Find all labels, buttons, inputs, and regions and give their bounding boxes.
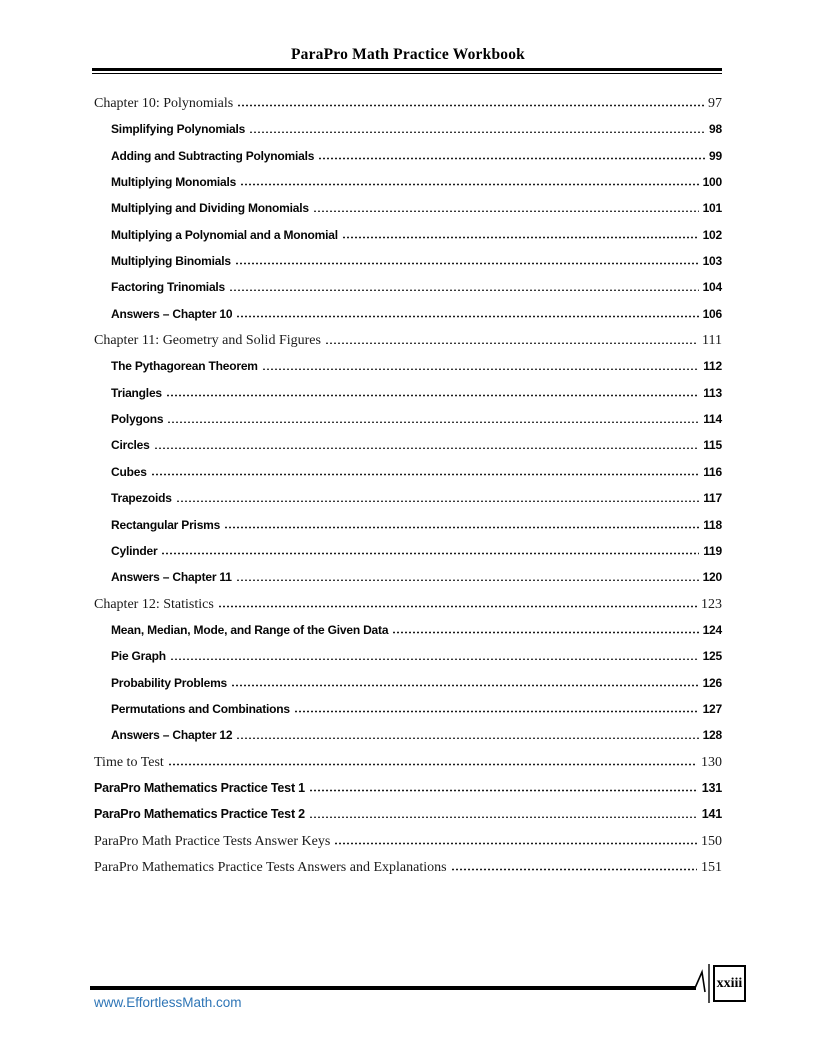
toc-entry-label: Multiplying a Polynomial and a Monomial — [111, 227, 338, 242]
toc-entry-label: Multiplying Binomials — [111, 254, 231, 269]
dot-leader — [224, 526, 699, 529]
toc-entry[interactable] — [94, 723, 722, 749]
toc-entry-page: 98 — [709, 122, 722, 137]
toc-entry[interactable] — [94, 618, 722, 644]
toc-entry-page: 150 — [701, 833, 722, 849]
table-of-contents — [94, 91, 722, 881]
toc-entry-page: 115 — [703, 438, 722, 453]
toc-entry-label: Chapter 11: Geometry and Solid Figures — [94, 333, 321, 349]
toc-entry[interactable] — [94, 460, 722, 486]
toc-entry-page: 125 — [702, 649, 722, 664]
toc-entry-page: 114 — [703, 412, 722, 427]
toc-entry-label: Time to Test — [94, 754, 164, 770]
dot-leader — [170, 657, 699, 660]
toc-entry-label: Chapter 12: Statistics — [94, 596, 214, 612]
toc-entry-page: 104 — [702, 280, 722, 295]
toc-entry-page: 97 — [708, 96, 722, 111]
toc-entry[interactable] — [94, 671, 722, 697]
toc-entry-page: 103 — [702, 254, 722, 269]
toc-entry-label: Trapezoids — [111, 491, 172, 506]
toc-entry-page: 127 — [702, 701, 722, 716]
toc-entry[interactable] — [94, 486, 722, 512]
toc-entry[interactable] — [94, 513, 722, 539]
toc-entry-label: Factoring Trinomials — [111, 280, 226, 295]
toc-entry[interactable] — [94, 91, 722, 117]
toc-entry-label: Cylinder — [111, 543, 158, 558]
toc-entry[interactable] — [94, 117, 722, 143]
website-link[interactable]: www.EffortlessMath.com — [94, 995, 242, 1010]
toc-entry-page: 113 — [703, 385, 722, 400]
toc-entry[interactable] — [94, 354, 722, 380]
toc-entry[interactable] — [94, 381, 722, 407]
dot-leader — [392, 631, 698, 634]
toc-entry[interactable] — [94, 565, 722, 591]
toc-entry-page: 119 — [703, 543, 722, 558]
toc-entry[interactable] — [94, 750, 722, 776]
toc-entry[interactable] — [94, 644, 722, 670]
dot-leader — [342, 236, 699, 239]
page-number-box — [713, 965, 746, 1002]
dot-leader — [236, 736, 698, 739]
dot-leader — [167, 420, 699, 423]
toc-entry-page: 102 — [702, 227, 722, 242]
toc-entry-page: 116 — [703, 464, 722, 479]
toc-entry-page: 128 — [702, 728, 722, 743]
dot-leader — [318, 157, 705, 160]
dot-leader — [235, 262, 699, 265]
toc-entry-label: Probability Problems — [111, 675, 228, 690]
dot-leader — [294, 710, 699, 713]
toc-entry-label: Triangles — [111, 385, 162, 400]
dot-leader — [229, 288, 699, 291]
dot-leader — [236, 578, 699, 581]
dot-leader — [262, 367, 699, 370]
toc-entry-label: Multiplying and Dividing Monomials — [111, 201, 309, 216]
dot-leader — [168, 763, 697, 766]
toc-entry[interactable] — [94, 170, 722, 196]
dot-leader — [218, 605, 697, 608]
toc-entry-label: Permutations and Combinations — [111, 701, 290, 716]
toc-entry-label: Polygons — [111, 412, 164, 427]
toc-entry[interactable] — [94, 592, 722, 618]
toc-entry[interactable] — [94, 829, 722, 855]
toc-entry-page: 100 — [702, 175, 722, 190]
dot-leader — [451, 868, 697, 871]
dot-leader — [249, 130, 705, 133]
toc-entry-label: Answers – Chapter 11 — [111, 570, 232, 585]
toc-entry-label: ParaPro Math Practice Tests Answer Keys — [94, 833, 331, 849]
toc-entry-page: 117 — [703, 491, 722, 506]
toc-entry[interactable] — [94, 776, 722, 802]
toc-entry[interactable] — [94, 802, 722, 828]
toc-entry-page: 126 — [702, 675, 722, 690]
toc-entry[interactable] — [94, 223, 722, 249]
document-title: ParaPro Math Practice Workbook — [290, 46, 525, 63]
toc-entry-page: 106 — [702, 306, 722, 321]
header-rule — [92, 68, 722, 74]
toc-entry[interactable] — [94, 144, 722, 170]
toc-entry-label: ParaPro Mathematics Practice Test 1 — [94, 780, 305, 795]
toc-entry-page: 111 — [702, 333, 722, 349]
dot-leader — [151, 473, 700, 476]
toc-entry[interactable] — [94, 328, 722, 354]
dot-leader — [154, 446, 700, 449]
toc-entry-label: Mean, Median, Mode, and Range of the Given Data — [111, 622, 389, 637]
toc-entry-page: 118 — [703, 517, 722, 532]
dot-leader — [236, 315, 698, 318]
toc-entry-page: 123 — [701, 596, 722, 612]
dot-leader — [309, 815, 698, 818]
toc-entry-label: Circles — [111, 438, 150, 453]
toc-entry-page: 99 — [709, 148, 722, 163]
dot-leader — [334, 842, 697, 845]
toc-entry-label: Answers – Chapter 12 — [111, 728, 233, 743]
toc-entry-page: 131 — [701, 780, 722, 795]
toc-entry-label: Multiplying Monomials — [111, 175, 237, 190]
toc-entry-label: Rectangular Prisms — [111, 517, 221, 532]
toc-entry-label: ParaPro Mathematics Practice Test 2 — [94, 807, 305, 822]
dot-leader — [325, 341, 698, 344]
dot-leader — [237, 104, 704, 107]
toc-entry-page: 151 — [701, 859, 722, 875]
toc-entry-label: Pie Graph — [111, 649, 166, 664]
dot-leader — [166, 394, 699, 397]
toc-entry-label: Chapter 10: Polynomials — [94, 96, 234, 111]
toc-entry[interactable] — [94, 433, 722, 459]
dot-leader — [176, 499, 700, 502]
toc-entry-page: 120 — [702, 570, 722, 585]
page-number: xxiii — [716, 975, 743, 991]
toc-entry[interactable] — [94, 196, 722, 222]
toc-entry[interactable] — [94, 249, 722, 275]
toc-entry-page: 101 — [702, 201, 722, 216]
toc-entry-label: Cubes — [111, 464, 147, 479]
toc-entry[interactable] — [94, 407, 722, 433]
dot-leader — [240, 183, 698, 186]
toc-entry-label: Simplifying Polynomials — [111, 122, 246, 137]
dot-leader — [309, 789, 698, 792]
toc-entry[interactable] — [94, 855, 722, 881]
toc-entry[interactable] — [94, 539, 722, 565]
dot-leader — [313, 209, 699, 212]
dot-leader — [231, 684, 699, 687]
toc-entry-page: 124 — [702, 622, 722, 637]
toc-entry-label: The Pythagorean Theorem — [111, 359, 258, 374]
toc-entry-label: Adding and Subtracting Polynomials — [111, 148, 315, 163]
dot-leader — [161, 552, 699, 555]
toc-entry[interactable] — [94, 697, 722, 723]
toc-entry-label: Answers – Chapter 10 — [111, 306, 233, 321]
toc-entry-page: 112 — [703, 359, 722, 374]
toc-entry[interactable] — [94, 302, 722, 328]
toc-entry[interactable] — [94, 275, 722, 301]
footer-rule — [90, 986, 696, 990]
toc-entry-page: 141 — [701, 807, 722, 822]
toc-entry-page: 130 — [701, 754, 722, 770]
toc-entry-label: ParaPro Mathematics Practice Tests Answers and Explanations — [94, 859, 447, 875]
